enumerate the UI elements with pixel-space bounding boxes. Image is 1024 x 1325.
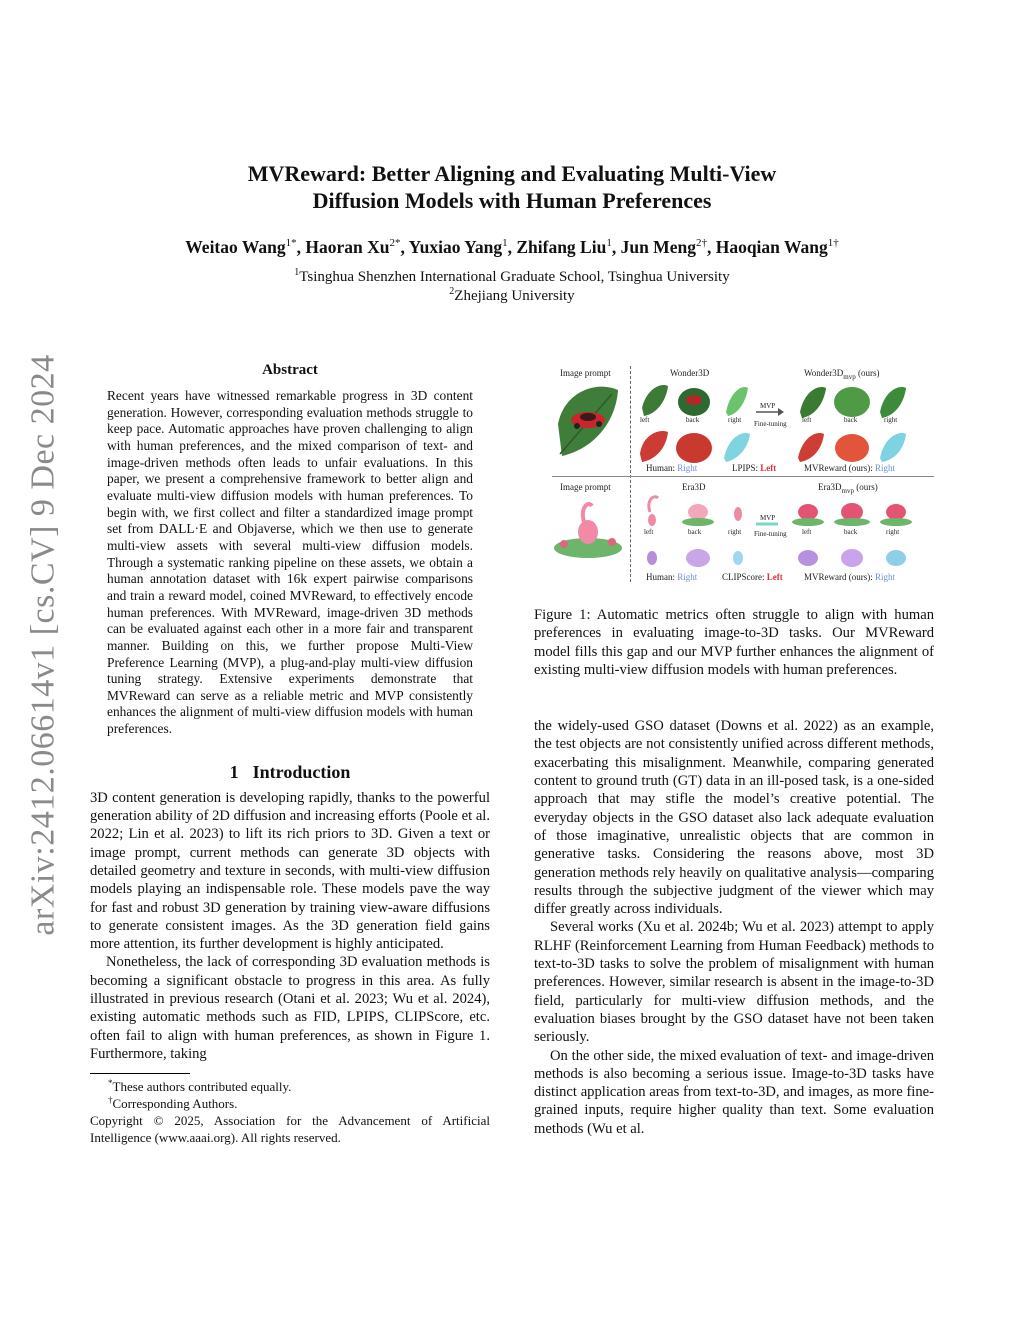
body-paragraph: Several works (Xu et al. 2024b; Wu et al. 2023) attempt to apply RLHF (Reinforcement Learning from Human Feedback) methods to text-to-3D tasks to solve the problem of misalignment with human preferences. However, similar research is absent in the image-to-3D field, particularly for multi-view diffusion methods, and the evaluation biases brought by the GSO dataset have not been taken seriously.: [534, 919, 935, 1046]
section-number: 1: [229, 761, 239, 782]
view-label-right: right: [728, 416, 742, 424]
author-name: Haoqian Wang: [715, 237, 828, 257]
author-affiliation-mark: 1*: [285, 237, 297, 249]
footnote-mark: †: [108, 1095, 113, 1106]
view-label-right: right: [728, 528, 742, 536]
author-affiliation-mark: 1†: [827, 237, 839, 249]
affiliation-text: Tsinghua Shenzhen International Graduate School, Tsinghua University: [299, 269, 730, 285]
affiliation-mark: 1: [294, 267, 300, 278]
figure-divider-horizontal: [552, 476, 934, 477]
footnote-text: Corresponding Authors.: [112, 1096, 238, 1112]
figure-divider-vertical: [630, 366, 631, 582]
row2-human-verdict: [646, 572, 697, 582]
verdict-value: Right: [677, 463, 698, 473]
footnote-mark: *: [108, 1078, 113, 1089]
row1-prompt-label: Image prompt: [560, 368, 611, 378]
author-affiliation-mark: 2*: [389, 237, 401, 249]
verdict-value: Left: [766, 572, 783, 582]
figure-1-artwork: [534, 362, 934, 584]
affiliation-text: Zhejiang University: [454, 288, 575, 304]
row2-mvreward-verdict: [804, 572, 895, 582]
right-column: [534, 362, 934, 1138]
view-label-back: back: [844, 528, 858, 536]
author-name: Yuxiao Yang: [408, 237, 503, 257]
ours-method-name: Era3D: [818, 482, 842, 492]
footnote: [90, 1078, 490, 1095]
footnote-text: These authors contributed equally.: [112, 1079, 292, 1095]
abstract-heading: Abstract: [262, 362, 318, 378]
verdict-label: MVReward (ours):: [804, 463, 875, 473]
view-label-back: back: [686, 416, 700, 424]
ours-suffix: (ours): [855, 368, 880, 378]
author-name: Jun Meng: [620, 237, 696, 257]
paper-title-line-1: MVReward: Better Aligning and Evaluating Multi-View: [247, 161, 777, 186]
view-label-left: left: [640, 416, 650, 424]
view-label-back: back: [688, 528, 702, 536]
row1-human-verdict: [646, 463, 697, 473]
paper-title: [150, 160, 874, 214]
row2-metric-verdict: [722, 572, 783, 582]
verdict-value: Right: [677, 572, 698, 582]
verdict-label: CLIPScore:: [722, 572, 767, 582]
verdict-value: Left: [760, 463, 777, 473]
abstract-text: Recent years have witnessed remarkable progress in 3D content generation. However, corresponding evaluation methods struggle to keep pace. Automatic approaches have proven challenging to align with human preferences, and the mixed comparison of text- and image-driven methods often leads to unfair evaluations. In this paper, we present a comprehensive framework to better align and evaluate multi-view diffusion models with human preferences. To begin with, we first collect and filter a standardized image prompt set from DALL·E and Objaverse, which we then use to generate multi-view assets with several multi-view diffusion models. Through a systematic ranking pipeline on these assets, we obtain a human annotation dataset with 16k expert pairwise comparisons and train a reward model, coined MVReward, to effectively encode human preferences. With MVReward, image-driven 3D methods can be evaluated against each other in a more fair and transparent manner. Building on this, we further propose Multi-View Preference Learning (MVP), a plug-and-play multi-view diffusion tuning strategy. Extensive experiments demonstrate that MVReward can serve as a reliable metric and MVP consistently enhances the alignment of multi-view diffusion models with human preferences.: [107, 388, 473, 737]
mvp-arrow-sublabel: Fine-tuning: [754, 420, 787, 428]
verdict-label: Human:: [646, 463, 678, 473]
arxiv-identifier-text: arXiv:2412.06614v1 [cs.CV] 9 Dec 2024: [25, 354, 63, 936]
row1-mvreward-verdict: [804, 463, 895, 473]
view-label-back: back: [844, 416, 858, 424]
section-title: Introduction: [252, 761, 351, 782]
row2-prompt-label: Image prompt: [560, 482, 611, 492]
verdict-value: Right: [875, 572, 896, 582]
ours-subscript: mvp: [843, 372, 856, 381]
left-column: [90, 362, 490, 1146]
verdict-label: LPIPS:: [732, 463, 761, 473]
footnotes: [90, 1073, 490, 1146]
row1-ours-label: [804, 368, 879, 381]
figure-1-caption: Figure 1: Automatic metrics often struggle to align with human preferences in evaluating image-to-3D tasks. Our MVReward model fills this gap and our MVP further enhances the alignment of existing multi-view diffusion models with human preferences.: [534, 607, 934, 678]
ours-subscript: mvp: [841, 486, 854, 495]
affiliation-mark: 2: [449, 286, 455, 297]
ours-method-name: Wonder3D: [804, 368, 844, 378]
verdict-label: Human:: [646, 572, 678, 582]
author-affiliation-mark: 2†: [695, 237, 707, 249]
footnote: [90, 1095, 490, 1112]
affiliation-line: [150, 287, 874, 306]
right-column-body: [534, 717, 934, 1138]
author-affiliation-mark: 1: [502, 237, 508, 249]
author-name: Haoran Xu: [305, 237, 390, 257]
affiliation-line: [150, 268, 874, 287]
section-heading-introduction: [90, 762, 490, 783]
intro-paragraph-2: Nonetheless, the lack of corresponding 3D evaluation methods is becoming a significant obstacle to progress in this area. As fully illustrated in previous research (Otani et al. 2023; Wu et al. 2024), existing automatic methods such as FID, LPIPS, CLIPScore, etc. often fail to align with human preferences, as shown in Figure 1. Furthermore, taking: [90, 954, 490, 1062]
wonder3d-mvp-views: [798, 387, 906, 462]
author-name: Weitao Wang: [185, 237, 286, 257]
view-label-right: right: [886, 528, 900, 536]
mvp-arrow-sublabel: Fine-tuning: [754, 530, 787, 538]
verdict-value: Right: [875, 463, 896, 473]
copyright-notice: Copyright © 2025, Association for the Advancement of Artificial Intelligence (www.aaai.org). All rights reserved.: [90, 1113, 490, 1146]
paper-title-line-2: Diffusion Models with Human Preferences: [312, 188, 712, 213]
view-label-right: right: [884, 416, 898, 424]
mvp-arrow-label: MVP: [760, 514, 776, 522]
row1-metric-verdict: [732, 463, 776, 473]
verdict-label: MVReward (ours):: [804, 572, 875, 582]
view-label-left: left: [802, 416, 812, 424]
car-leaf-prompt-image: [558, 387, 618, 456]
view-label-left: left: [802, 528, 812, 536]
author-affiliation-mark: 1: [606, 237, 612, 249]
row1-baseline-label: Wonder3D: [670, 368, 710, 378]
ours-suffix: (ours): [853, 482, 878, 492]
author-list: Weitao Wang$^{1*}$, Haoran $Xu^{2*}$, Yuxiao Yang$^1$, Zhifang Liu$^1$, Jun Meng$^{2\dagger}$, Haoqian Wang$^{1\dagger}$: [185, 237, 839, 257]
intro-paragraph-1: 3D content generation is developing rapidly, thanks to the powerful generation ability of 2D diffusion and increasing efforts (Poole et al. 2022; Lin et al. 2023) to lift its rich priors to 3D. Given a text or image prompt, current methods can generate 3D objects with detailed geometry and texture in seconds, with multi-view diffusion models playing an indispensable role. These models pave the way for fast and robust 3D generation by training view-aware diffusions to generate consistent images. As the 3D generation field gains more attention, its further development is highly anticipated.: [90, 789, 490, 953]
figure-1: [534, 362, 934, 584]
footnote-rule: [90, 1073, 190, 1074]
author-name: Zhifang Liu: [516, 237, 607, 257]
view-label-left: left: [644, 528, 654, 536]
affiliations: [150, 268, 874, 306]
body-paragraph: On the other side, the mixed evaluation of text- and image-driven methods is also becoming a serious issue. Image-to-3D tasks have distinct application areas from text-to-3D, and images, as more fine-grained inputs, require higher quality than text. Some evaluation methods (Wu et al.: [534, 1047, 934, 1137]
mvp-arrow-label: MVP: [760, 402, 776, 410]
body-paragraph: the widely-used GSO dataset (Downs et al. 2022) as an example, the test objects are not consistently unified across different methods, exacerbating this misalignment. Meanwhile, comparing generated content to ground truth (GT) data in an ill-posed task, is a one-sided approach that may stifle the model’s creative potential. The everyday objects in the GSO dataset also lack adequate evaluation of those imaginative, unrealistic objects that are common in generative tasks. Considering the reasons above, most 3D generation methods rely heavily on qualitative analysis—comparing results through the subjective judgment of the viewer which may differ greatly across individuals.: [534, 718, 934, 918]
arxiv-identifier-stamp: [18, 354, 70, 936]
row2-ours-label: [818, 482, 878, 495]
flamingo-prompt-image: [554, 504, 622, 558]
row2-baseline-label: Era3D: [682, 482, 706, 492]
